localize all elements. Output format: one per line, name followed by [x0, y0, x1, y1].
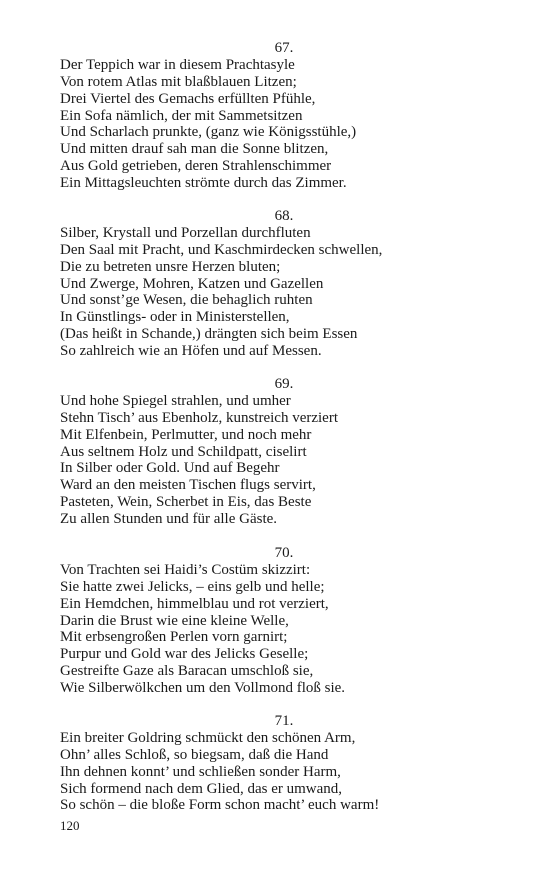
verse-line: Der Teppich war in diesem Prachtasyle: [60, 56, 295, 73]
verse-line: Von rotem Atlas mit blaßblauen Litzen;: [60, 73, 297, 90]
verse-line: Ohn’ alles Schloß, so biegsam, daß die Hand: [60, 746, 329, 763]
verse-line: Purpur und Gold war des Jelicks Geselle;: [60, 646, 309, 663]
verse-line: Aus Gold getrieben, deren Strahlenschimmer: [60, 158, 332, 175]
verse-line: In Silber oder Gold. Und auf Begehr: [60, 460, 280, 477]
verse-line: Sie hatte zwei Jelicks, – eins gelb und helle;: [60, 578, 325, 595]
verse-line: Zu allen Stunden und für alle Gäste.: [60, 511, 278, 528]
verse-line: Und Scharlach prunkte, (ganz wie Königsstühle,): [60, 124, 357, 141]
stanza-number: 67.: [274, 40, 294, 56]
verse-line: Und sonst’ge Wesen, die behaglich ruhten: [60, 292, 313, 309]
verse-line: Ein Hemdchen, himmelblau und rot verziert,: [60, 595, 329, 612]
verse-line: Ward an den meisten Tischen flugs servirt,: [60, 477, 316, 494]
stanza-71: [60, 713, 500, 814]
stanza-68: [60, 208, 500, 360]
stanza-70: [60, 545, 500, 697]
verse-line: So schön – die bloße Form schon macht’ euch warm!: [60, 797, 380, 814]
verse-line: Sich formend nach dem Glied, das er umwand,: [60, 780, 343, 797]
verse-line: In Günstlings- oder in Ministerstellen,: [60, 309, 290, 326]
verse-line: Pasteten, Wein, Scherbet in Eis, das Beste: [60, 494, 312, 511]
verse-line: Stehn Tisch’ aus Ebenholz, kunstreich verziert: [60, 409, 338, 426]
stanza-number: 71.: [274, 713, 294, 729]
verse-line: Wie Silberwölkchen um den Vollmond floß sie.: [60, 680, 346, 697]
verse-line: (Das heißt in Schande,) drängten sich beim Essen: [60, 326, 358, 343]
verse-line: Drei Viertel des Gemachs erfüllten Pfühle,: [60, 90, 316, 107]
verse-line: Ein breiter Goldring schmückt den schönen Arm,: [60, 729, 356, 746]
verse-line: Ein Mittagsleuchten strömte durch das Zimmer.: [60, 175, 347, 192]
stanza-69: [60, 376, 500, 528]
verse-line: Gestreifte Gaze als Baracan umschloß sie,: [60, 663, 314, 680]
verse-line: Und Zwerge, Mohren, Katzen und Gazellen: [60, 275, 324, 292]
stanza-number: 69.: [274, 376, 294, 392]
verse-line: Den Saal mit Pracht, und Kaschmirdecken schwellen,: [60, 241, 383, 258]
verse-line: Mit Elfenbein, Perlmutter, und noch mehr: [60, 426, 312, 443]
verse-line: Silber, Krystall und Porzellan durchfluten: [60, 224, 311, 241]
stanza-number: 70.: [274, 545, 294, 561]
verse-line: Die zu betreten unsre Herzen bluten;: [60, 258, 281, 275]
verse-line: Und mitten drauf sah man die Sonne blitzen,: [60, 141, 329, 158]
page-number: 120: [60, 818, 80, 833]
stanza-number: 68.: [274, 208, 294, 224]
verse-line: Und hohe Spiegel strahlen, und umher: [60, 392, 291, 409]
verse-line: Mit erbsengroßen Perlen vorn garnirt;: [60, 629, 288, 646]
verse-line: Darin die Brust wie eine kleine Welle,: [60, 612, 289, 629]
verse-line: Von Trachten sei Haidi’s Costüm skizzirt:: [60, 561, 311, 578]
stanza-67: [60, 40, 500, 192]
verse-line: So zahlreich wie an Höfen und auf Messen.: [60, 343, 322, 360]
verse-line: Ihn dehnen konnt’ und schließen sonder Harm,: [60, 763, 341, 780]
verse-line: Aus seltnem Holz und Schildpatt, ciselirt: [60, 443, 307, 460]
verse-line: Ein Sofa nämlich, der mit Sammetsitzen: [60, 107, 303, 124]
